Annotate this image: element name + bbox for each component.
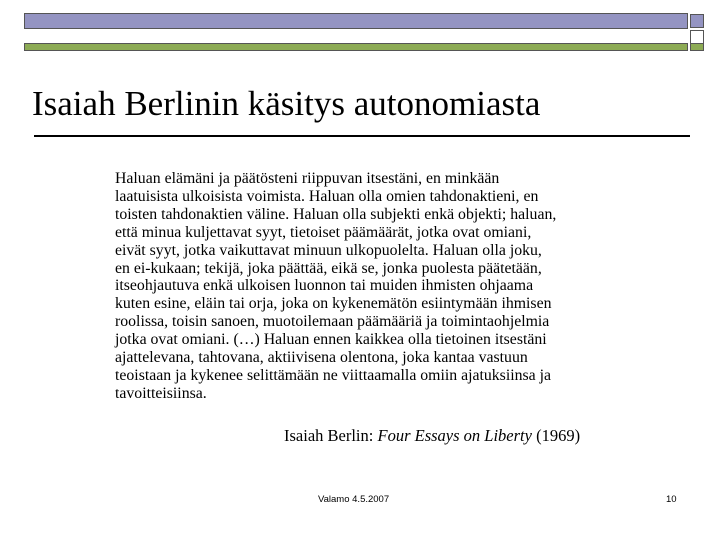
footer-date: Valamo 4.5.2007 (318, 494, 390, 505)
quote-text: Haluan elämäni ja päätösteni riippuvan itsestäni, en minkään laatuisista ulkoisista voimista. Haluan olla omien tahdonaktieni, en toisten tahdonaktien väline. Haluan olla subjekti enkä objekti; haluan, että minua kuljettavat syyt, tietoiset päämäärät, jotka ovat omiani, eivät syyt, jotka vaikuttavat minuun ulkopuolelta. Haluan olla joku, en ei-kukaan; tekijä, joka päättää, eikä se, jonka puolesta päätetään, itseohjautuva enkä ulkoisen luonnon tai muiden ihmisten ohjaama kuten esine, eläin tai orja, joka on kykenemätön esiintymään ihmisen roolissa, toisin sanoen, muotoilemaan päämääriä ja toimintaohjelmia jotka ovat omiani. (…) Haluan ennen kaikkea olla tietoinen itsestäni ajattelevana, tahtovana, aktiivisena olentona, joka kantaa vastuun teoistaan ja kykenee selittämään ne viittaamalla omiin ajatuksiinsa ja tavoitteisiinsa. (115, 170, 557, 402)
banner-purple-bar (24, 13, 688, 29)
citation-year: (1969) (531, 426, 581, 445)
banner-purple-square (690, 14, 704, 28)
banner-green-bar (24, 43, 688, 51)
citation (284, 426, 580, 446)
slide-title: Isaiah Berlinin käsitys autonomiasta (32, 84, 541, 123)
citation-book: Four Essays on Liberty (377, 426, 532, 445)
title-underline (34, 135, 690, 137)
page-number: 10 (666, 494, 677, 505)
decorative-banner (24, 13, 708, 41)
banner-green-square (690, 43, 704, 51)
citation-author: Isaiah Berlin: (284, 426, 378, 445)
banner-white-square (690, 30, 704, 44)
